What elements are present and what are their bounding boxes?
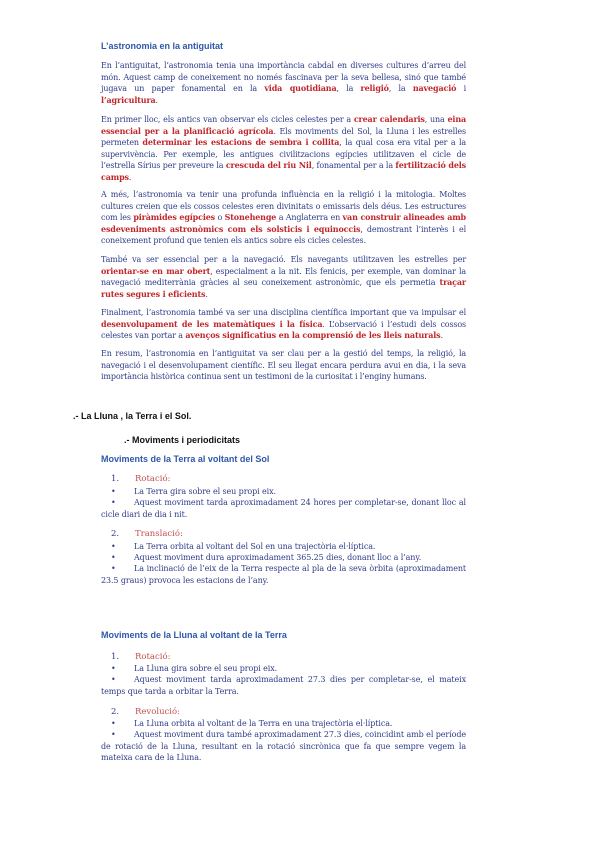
moon-revolution-bullet-1: • La Lluna orbita al voltant de la Terra en una trajectòria el·líptica. [101, 718, 466, 730]
bullet-icon: • [111, 664, 116, 673]
bullet-icon: • [111, 553, 116, 562]
highlighted-term: vida quotidiana [264, 83, 337, 94]
heading-earth-movements: Moviments de la Terra al voltant del Sol [101, 454, 270, 464]
paragraph-summary [101, 348, 466, 383]
paragraph-religion [101, 189, 466, 247]
moon-rotation-bullet-1: • La Lluna gira sobre el seu propi eix. [101, 663, 466, 675]
bullet-icon: • [111, 564, 116, 573]
highlighted-term: piràmides egípcies [133, 212, 216, 223]
paragraph-text: i [456, 84, 466, 94]
paragraph-intro [101, 60, 466, 106]
highlighted-term: desenvolupament de les matemàtiques i la física [101, 318, 323, 329]
bullet-icon: • [111, 719, 116, 728]
paragraph-text: En primer lloc, els antics van observar els cicles celestes per a [101, 115, 354, 124]
bullet-icon: • [111, 487, 116, 496]
paragraph-text: , la [388, 84, 413, 94]
earth-rotation-bullet-2: • Aquest moviment tarda aproximadament 24 hores per completar-se, donant lloc al cicle diari de dia i nit. [101, 498, 466, 519]
highlighted-term: crescuda del riu Nil [225, 160, 312, 171]
earth-translation-bullet-3: • La inclinació de l’eix de la Terra respecte al pla de la seva òrbita (aproximadament 23.5 graus) provoca les estacions de l’any. [101, 564, 466, 585]
paragraph-calendars [101, 114, 466, 184]
earth-item-1-number: 1. [111, 474, 120, 484]
paragraph-text: A més, l’astronomia va tenir una profunda influència en la religió i la mitologia. Moltes cultures creien que els cossos celestes eren divinitats o emissaris dels déus. Les estructures com les [101, 190, 466, 223]
paragraph-text: Finalment, l’astronomia també va ser una disciplina científica important que va impulsar el [101, 308, 466, 317]
bullet-icon: • [111, 542, 116, 551]
highlighted-term: van construir alineades amb esdeveniments astronòmics com els solsticis i equinoccis [101, 212, 466, 234]
moon-item-2-number: 2. [111, 707, 120, 717]
highlighted-term: eina essencial per a la planificació agrícola [101, 114, 467, 136]
earth-translation-bullet-2: • Aquest moviment dura aproximadament 365.25 dies, donant lloc a l’any. [101, 552, 466, 564]
earth-item-2-title: Translació: [135, 529, 183, 539]
highlighted-term: navegació [412, 83, 457, 94]
section-title-astronomy: L’astronomia en la antiguitat [101, 41, 224, 51]
heading-moon-movements: Moviments de la Lluna al voltant de la Terra [101, 630, 287, 640]
highlighted-term: l’agricultura [101, 94, 156, 105]
paragraph-text: En l’antiguitat, l’astronomia tenia una importància cabdal en diverses cultures d’arreu del món. Aquest camp de coneixement no només fascinava per la seva bellesa, sinó que també jugava un paper fonamental en la [101, 61, 466, 94]
moon-item-2-title: Revolució: [135, 707, 181, 717]
highlighted-term: fertilització dels camps [101, 160, 466, 182]
highlighted-term: Stonehenge [224, 212, 277, 223]
subsection-title-movements: .- Moviments i periodicitats [124, 435, 241, 445]
paragraph-text: , la [336, 84, 361, 94]
paragraph-text: , demostrant l’interès i el coneixement profund que tenien els antics sobre els cicles celestes. [101, 224, 467, 246]
section-title-moon-earth-sun: .- La Lluna , la Terra i el Sol. [73, 411, 192, 421]
paragraph-text: . [128, 172, 132, 182]
earth-translation-bullet-1: • La Terra orbita al voltant del Sol en una trajectòria el·líptica. [101, 541, 466, 553]
paragraph-science [101, 307, 466, 342]
paragraph-text: . [440, 331, 443, 341]
paragraph-text: a Anglaterra en [276, 213, 343, 223]
paragraph-text: . [205, 289, 208, 299]
paragraph-text: També va ser essencial per a la navegació. Els navegants utilitzaven les estrelles per [101, 255, 466, 264]
moon-rotation-bullet-2: • Aquest moviment tarda aproximadament 27.3 dies per completar-se, el mateix temps que tarda a orbitar la Terra. [101, 675, 466, 696]
bullet-icon: • [111, 730, 116, 739]
moon-revolution-bullet-2: • Aquest moviment dura també aproximadament 27.3 dies, coincidint amb el període de rotació de la Lluna, resultant en la rotació sincrònica que fa que sempre vegem la mateixa cara de la Lluna. [101, 730, 466, 762]
paragraph-text: , fonamental per a la [311, 161, 396, 171]
paragraph-text: , una [424, 115, 448, 124]
highlighted-term: religió [360, 83, 389, 94]
moon-item-1-number: 1. [111, 652, 120, 662]
paragraph-text: , especialment a la nit. Els fenicis, per exemple, van dominar la navegació mediterrània gràcies al seu coneixement astronòmic, que els permetia [101, 266, 467, 288]
paragraph-text: . [155, 95, 158, 105]
highlighted-term: traçar rutes segures i eficients [101, 277, 466, 299]
bullet-icon: • [111, 675, 116, 684]
paragraph-text: . L’observació i l’estudi dels cossos celestes van portar a [101, 319, 466, 341]
earth-item-2-number: 2. [111, 529, 120, 539]
paragraph-navigation [101, 254, 466, 300]
paragraph-text: , la qual cosa era vital per a la supervivència. Per exemple, les antigues civilitzacions egípcies utilitzaven el cicle de l’estrella Sírius per preveure la [101, 138, 467, 171]
bullet-icon: • [111, 498, 116, 507]
highlighted-term: determinar les estacions de sembra i collita [142, 137, 340, 148]
highlighted-term: crear calendaris [353, 114, 425, 124]
paragraph-text: . Els moviments del Sol, la Lluna i les estrelles permeten [101, 126, 466, 148]
earth-rotation-bullet-1: • La Terra gira sobre el seu propi eix. [101, 486, 466, 498]
earth-item-1-title: Rotació: [135, 474, 171, 484]
paragraph-text: o [215, 213, 225, 223]
highlighted-term: avenços significatius en la comprensió de les lleis naturals [185, 330, 441, 341]
highlighted-term: orientar-se en mar obert [101, 265, 211, 276]
moon-item-1-title: Rotació: [135, 652, 171, 662]
paragraph-text: En resum, l’astronomia en l’antiguitat va ser clau per a la gestió del temps, la religió, la navegació i el desenvolupament científic. El seu llegat encara perdura avui en dia, i la seva importància històrica continua sent un testimoni de la curiositat i l’enginy humans. [101, 349, 466, 382]
